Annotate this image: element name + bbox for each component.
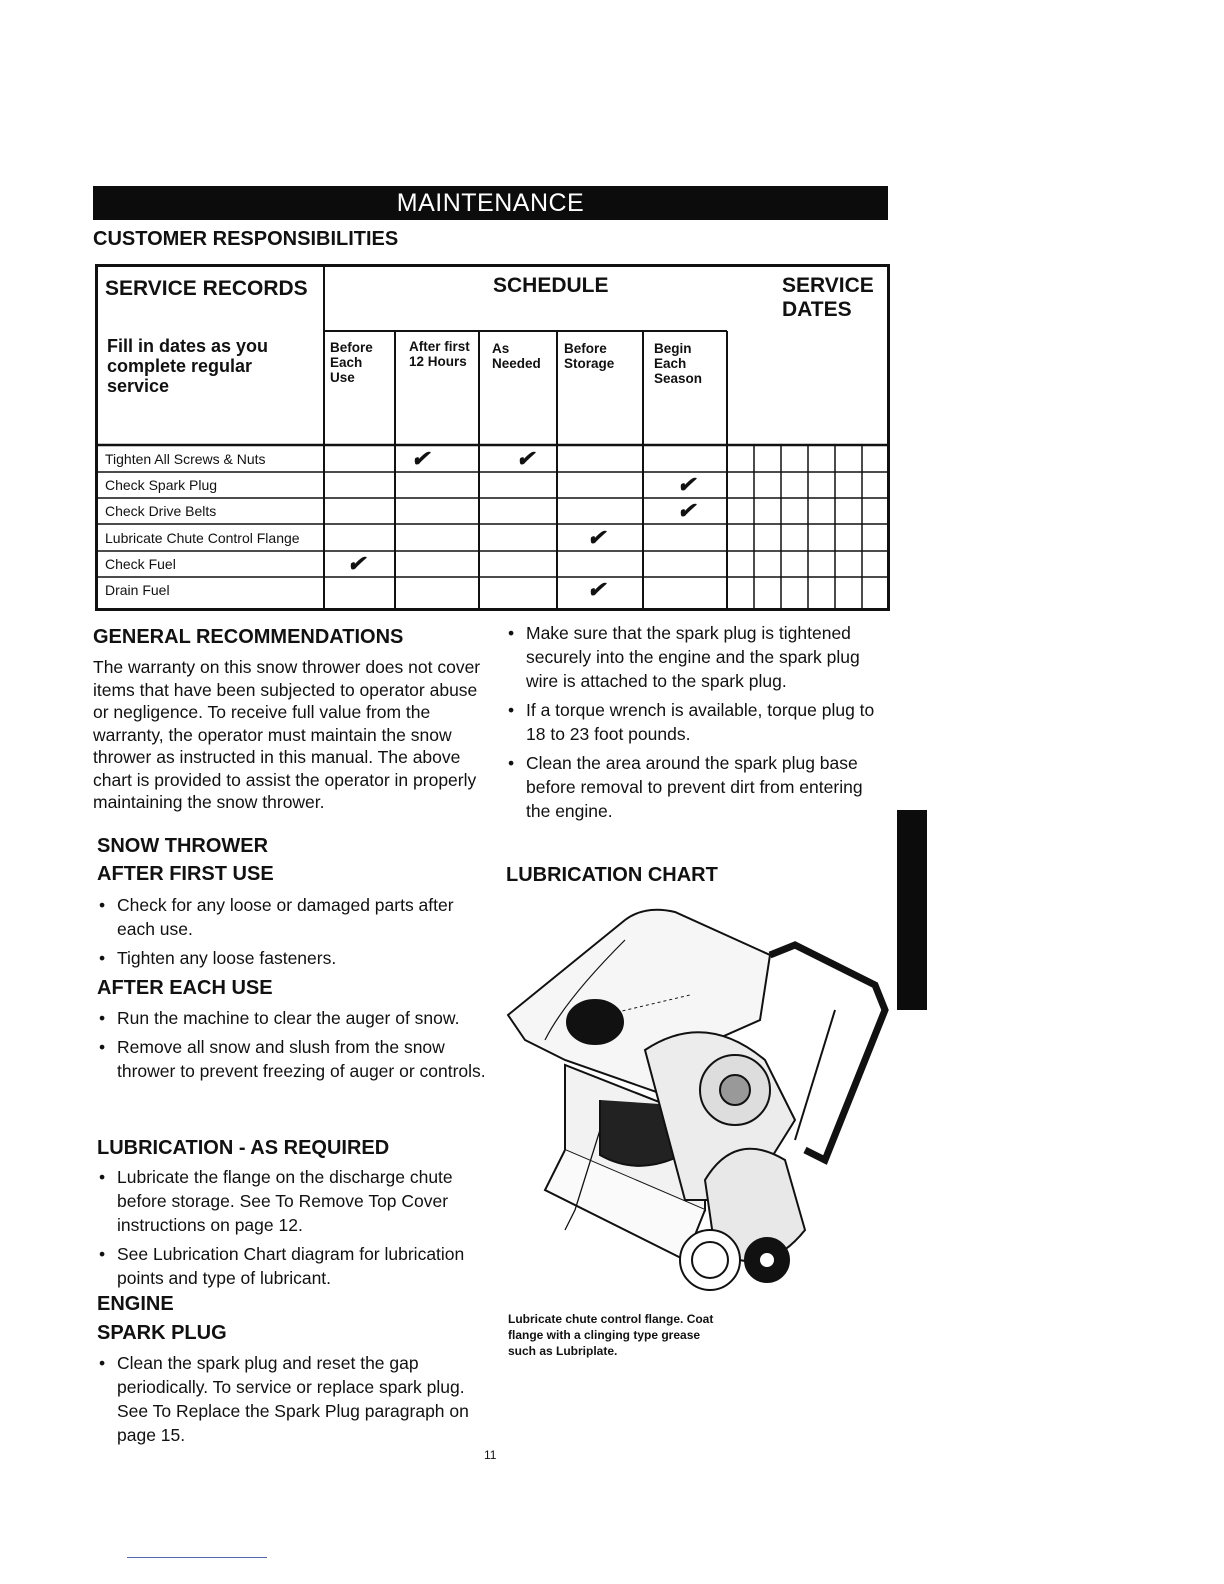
schedule-heading: SCHEDULE xyxy=(493,274,609,297)
spark-plug-heading: SPARK PLUG xyxy=(97,1322,227,1344)
spark-plug-tips-list xyxy=(504,621,882,828)
list-item: • If a torque wrench is available, torque plug to 18 to 23 foot pounds. xyxy=(504,698,882,746)
snow-thrower-illustration xyxy=(505,900,890,1310)
service-records-heading: SERVICE RECORDS xyxy=(105,277,308,300)
col-before-each-use: Before Each Use xyxy=(330,340,373,385)
check-mark-icon: ✔ xyxy=(587,577,606,602)
check-mark-icon: ✔ xyxy=(677,472,696,497)
maintenance-banner: MAINTENANCE xyxy=(93,186,888,220)
customer-responsibilities-title: CUSTOMER RESPONSIBILITIES xyxy=(93,228,399,250)
lubrication-chart-caption: Lubricate chute control flange. Coat flange with a clinging type grease such as Lubriplate. xyxy=(508,1312,714,1358)
row-label: Check Fuel xyxy=(105,556,176,572)
row-label: Lubricate Chute Control Flange xyxy=(105,530,300,546)
section-tab-marker xyxy=(897,810,927,1010)
check-mark-icon: ✔ xyxy=(411,446,430,471)
engine-heading: ENGINE xyxy=(97,1293,174,1315)
after-first-use-list xyxy=(95,893,475,975)
col-begin-each-season: Begin Each Season xyxy=(654,341,703,386)
after-each-use-heading: AFTER EACH USE xyxy=(97,977,273,999)
col-after-first-12-hours: After first 12 Hours xyxy=(409,339,470,369)
lubrication-required-list xyxy=(95,1165,465,1295)
service-dates-heading: SERVICE DATES xyxy=(782,274,874,321)
col-as-needed: As Needed xyxy=(492,341,541,371)
row-label: Check Spark Plug xyxy=(105,477,218,493)
snow-thrower-heading: SNOW THROWER xyxy=(97,835,269,857)
list-item: • Check for any loose or damaged parts after each use. xyxy=(95,893,475,941)
lubrication-required-heading: LUBRICATION - AS REQUIRED xyxy=(97,1137,390,1159)
list-item: • Clean the area around the spark plug base before removal to prevent dirt from entering the engine. xyxy=(504,751,882,823)
list-item: • Lubricate the flange on the discharge chute before storage. See To Remove Top Cover instructions on page 12. xyxy=(95,1165,465,1237)
general-recommendations-text: The warranty on this snow thrower does not cover items that have been subjected to operator abuse or negligence. To receive full value from the warranty, the operator must maintain the snow thrower as instructed in this manual. The above chart is provided to assist the operator in properly maintaining the snow thrower. xyxy=(93,657,481,812)
table-grid xyxy=(95,264,890,611)
row-label: Drain Fuel xyxy=(105,582,170,598)
spark-plug-list xyxy=(95,1351,470,1452)
service-records-table xyxy=(95,264,890,611)
list-item: • Clean the spark plug and reset the gap periodically. To service or replace spark plug. See To Replace the Spark Plug paragraph on page 15. xyxy=(95,1351,470,1447)
check-mark-icon: ✔ xyxy=(516,446,535,471)
footer-rule xyxy=(127,1557,267,1558)
row-label: Tighten All Screws & Nuts xyxy=(105,451,266,467)
fill-in-instructions: Fill in dates as you complete regular service xyxy=(107,336,269,396)
lubrication-chart-heading: LUBRICATION CHART xyxy=(506,864,718,886)
col-before-storage: Before Storage xyxy=(564,341,615,371)
general-recommendations-heading: GENERAL RECOMMENDATIONS xyxy=(93,626,404,648)
list-item: • Make sure that the spark plug is tightened securely into the engine and the spark plug wire is attached to the spark plug. xyxy=(504,621,882,693)
page-number: 11 xyxy=(484,1448,497,1462)
list-item: • Tighten any loose fasteners. xyxy=(95,946,475,970)
after-first-use-heading: AFTER FIRST USE xyxy=(97,863,274,885)
list-item: • See Lubrication Chart diagram for lubrication points and type of lubricant. xyxy=(95,1242,465,1290)
row-label: Check Drive Belts xyxy=(105,503,217,519)
check-mark-icon: ✔ xyxy=(587,525,606,550)
list-item: • Run the machine to clear the auger of snow. xyxy=(95,1006,490,1030)
check-mark-icon: ✔ xyxy=(347,551,366,576)
list-item: • Remove all snow and slush from the snow thrower to prevent freezing of auger or controls. xyxy=(95,1035,490,1083)
after-each-use-list xyxy=(95,1006,490,1088)
check-mark-icon: ✔ xyxy=(677,498,696,523)
